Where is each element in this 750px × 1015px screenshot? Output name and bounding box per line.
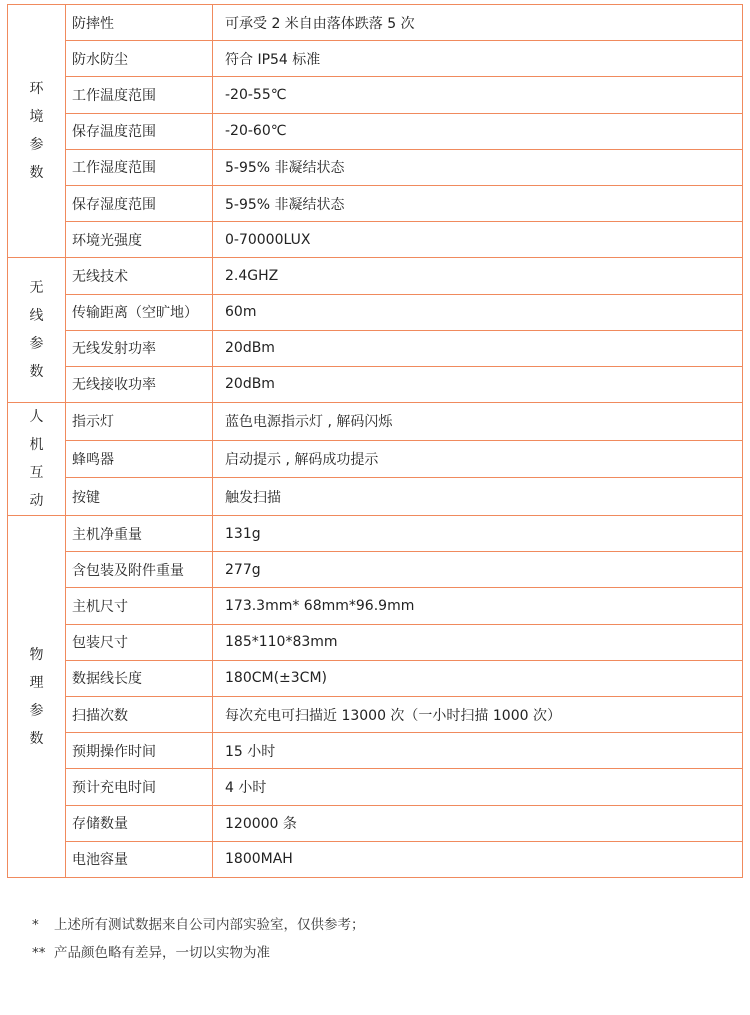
spec-table: [7, 4, 743, 878]
spec-value: -20-60℃: [213, 113, 743, 149]
spec-name: 预期操作时间: [66, 733, 213, 769]
spec-row: [8, 185, 743, 221]
spec-value: 180CM(±3CM): [213, 660, 743, 696]
group-label-char: 物: [29, 646, 44, 663]
spec-value: 60m: [213, 294, 743, 330]
spec-value: 每次充电可扫描近 13000 次（一小时扫描 1000 次）: [213, 697, 743, 733]
spec-row: [8, 769, 743, 805]
spec-row: [8, 113, 743, 149]
spec-value: 1800MAH: [213, 841, 743, 877]
spec-name: 电池容量: [66, 841, 213, 877]
group-label-char: 参: [29, 336, 44, 353]
spec-row: [8, 5, 743, 41]
spec-row: [8, 77, 743, 113]
group-label-char: 境: [29, 109, 44, 126]
spec-value: 20dBm: [213, 330, 743, 366]
spec-row: [8, 149, 743, 185]
group-label-char: 线: [29, 308, 44, 325]
spec-value: 触发扫描: [213, 478, 743, 516]
spec-value: 185*110*83mm: [213, 624, 743, 660]
spec-name: 工作湿度范围: [66, 149, 213, 185]
group-label-char: 数: [29, 165, 44, 182]
group-label: [8, 258, 66, 403]
spec-name: 环境光强度: [66, 222, 213, 258]
group-label-char: 数: [29, 364, 44, 381]
group-label: [8, 516, 66, 878]
group-label-char: 动: [29, 493, 44, 510]
footnote: [32, 942, 365, 970]
spec-row: [8, 588, 743, 624]
spec-value: 2.4GHZ: [213, 258, 743, 294]
spec-row: [8, 624, 743, 660]
group-label-char: 环: [29, 81, 44, 98]
spec-row: [8, 841, 743, 877]
spec-name: 包装尺寸: [66, 624, 213, 660]
group-label-char: 数: [29, 730, 44, 747]
spec-name: 扫描次数: [66, 697, 213, 733]
footnotes: [32, 914, 365, 970]
spec-value: 20dBm: [213, 366, 743, 402]
spec-name: 传输距离（空旷地）: [66, 294, 213, 330]
spec-name: 主机净重量: [66, 516, 213, 552]
spec-value: 蓝色电源指示灯 , 解码闪烁: [213, 403, 743, 441]
spec-name: 无线技术: [66, 258, 213, 294]
spec-value: 0-70000LUX: [213, 222, 743, 258]
spec-row: [8, 516, 743, 552]
spec-value: 277g: [213, 552, 743, 588]
spec-value: 120000 条: [213, 805, 743, 841]
spec-row: [8, 41, 743, 77]
group-label: [8, 403, 66, 516]
spec-row: [8, 222, 743, 258]
footnote: [32, 914, 365, 942]
spec-value: -20-55℃: [213, 77, 743, 113]
spec-name: 数据线长度: [66, 660, 213, 696]
spec-name: 工作温度范围: [66, 77, 213, 113]
footnote-text: 产品颜色略有差异，一切以实物为准: [54, 945, 270, 961]
spec-row: [8, 805, 743, 841]
footnote-mark: *: [32, 917, 39, 933]
spec-row: [8, 478, 743, 516]
spec-name: 存储数量: [66, 805, 213, 841]
group-label-char: 参: [29, 702, 44, 719]
spec-name: 蜂鸣器: [66, 440, 213, 478]
group-label-char: 机: [29, 437, 44, 454]
spec-name: 按键: [66, 478, 213, 516]
spec-value: 启动提示 , 解码成功提示: [213, 440, 743, 478]
spec-name: 含包装及附件重量: [66, 552, 213, 588]
spec-name: 无线发射功率: [66, 330, 213, 366]
spec-name: 预计充电时间: [66, 769, 213, 805]
spec-row: [8, 294, 743, 330]
spec-row: [8, 258, 743, 294]
group-label: [8, 5, 66, 258]
spec-row: [8, 660, 743, 696]
spec-value: 符合 IP54 标准: [213, 41, 743, 77]
spec-name: 防水防尘: [66, 41, 213, 77]
spec-value: 5-95% 非凝结状态: [213, 149, 743, 185]
spec-row: [8, 403, 743, 441]
spec-row: [8, 366, 743, 402]
spec-name: 无线接收功率: [66, 366, 213, 402]
spec-name: 保存湿度范围: [66, 185, 213, 221]
spec-name: 指示灯: [66, 403, 213, 441]
spec-row: [8, 733, 743, 769]
group-label-char: 人: [29, 409, 44, 426]
spec-name: 保存温度范围: [66, 113, 213, 149]
spec-value: 4 小时: [213, 769, 743, 805]
spec-table-body: [8, 5, 743, 878]
spec-value: 15 小时: [213, 733, 743, 769]
group-label-char: 理: [29, 674, 44, 691]
spec-name: 主机尺寸: [66, 588, 213, 624]
spec-value: 5-95% 非凝结状态: [213, 185, 743, 221]
group-label-char: 参: [29, 137, 44, 154]
group-label-char: 互: [29, 465, 44, 482]
spec-row: [8, 330, 743, 366]
spec-value: 173.3mm* 68mm*96.9mm: [213, 588, 743, 624]
spec-value: 可承受 2 米自由落体跌落 5 次: [213, 5, 743, 41]
footnote-text: 上述所有测试数据来自公司内部实验室，仅供参考；: [54, 917, 365, 933]
footnote-mark: **: [32, 945, 46, 961]
spec-row: [8, 440, 743, 478]
spec-name: 防摔性: [66, 5, 213, 41]
spec-row: [8, 697, 743, 733]
group-label-char: 无: [29, 280, 44, 297]
spec-value: 131g: [213, 516, 743, 552]
spec-row: [8, 552, 743, 588]
